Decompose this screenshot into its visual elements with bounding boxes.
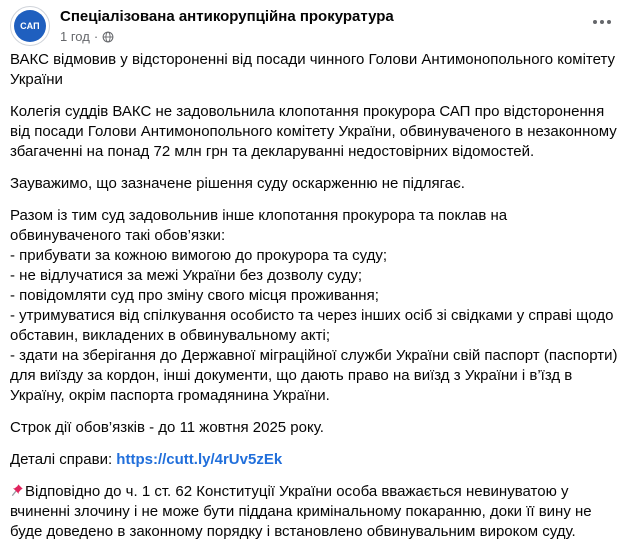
meta-separator: ·	[93, 29, 99, 44]
post-time[interactable]: 1 год	[60, 29, 90, 44]
post-paragraph-3	[10, 206, 618, 406]
footnote-text: Відповідно до ч. 1 ст. 62 Конституції України особа вважається невинуватою у вчиненні злочину і не може бути піддана кримінальному покаранню, доки її вину не буде доведено в законному порядку і встановлено обвинувальним вироком суду.	[10, 483, 592, 540]
post-headline: ВАКС відмовив у відстороненні від посади чинного Голови Антимонопольного комітету України	[10, 51, 616, 88]
post-meta	[60, 29, 114, 44]
avatar-logo: САП	[14, 10, 46, 42]
obligations-term: Строк дії обов’язків - до 11 жовтня 2025 року.	[10, 419, 324, 436]
obligation-item: - прибувати за кожною вимогою до прокурора та суду;	[10, 247, 388, 264]
obligation-item: - не відлучатися за межі України без дозволу суду;	[10, 267, 363, 284]
post-content	[10, 50, 618, 542]
post-paragraph-2: Зауважимо, що зазначене рішення суду оскарженню не підлягає.	[10, 175, 465, 192]
obligation-item: - утримуватися від спілкування особисто та через інших осіб зі свідками у справі щодо обставин, викладених в обвинувальному акті;	[10, 307, 614, 344]
pushpin-icon	[10, 483, 24, 497]
case-details	[10, 450, 618, 470]
post-header	[10, 4, 620, 46]
obligation-item: - здати на зберігання до Державної міграційної служби України свій паспорт (паспорти) для виїзду за кордон, інші документи, що дають право на виїзд з України і в’їзд в Україну, окрім паспорта громадянина України.	[10, 347, 618, 404]
case-details-link[interactable]: https://cutt.ly/4rUv5zEk	[116, 451, 283, 468]
author-name[interactable]: Спеціалізована антикорупційна прокуратура	[60, 8, 394, 25]
post-footnote	[10, 482, 618, 542]
more-options-icon	[592, 19, 612, 25]
obligation-item: - повідомляти суд про зміну свого місця проживання;	[10, 287, 379, 304]
case-details-label: Деталі справи:	[10, 451, 117, 468]
post-paragraph-1: Колегія суддів ВАКС не задовольнила клопотання прокурора САП про відсторонення від посади Голови Антимонопольного комітету України, обвинуваченого в незаконному збагаченні на понад 72 млн грн та декларуванні недостовірних відомостей.	[10, 103, 617, 160]
avatar[interactable]	[10, 6, 50, 46]
globe-icon	[102, 31, 114, 43]
more-options-button[interactable]	[588, 12, 616, 32]
obligations-intro: Разом із тим суд задовольнив інше клопотання прокурора та поклав на обвинуваченого такі обов’язки:	[10, 207, 508, 244]
